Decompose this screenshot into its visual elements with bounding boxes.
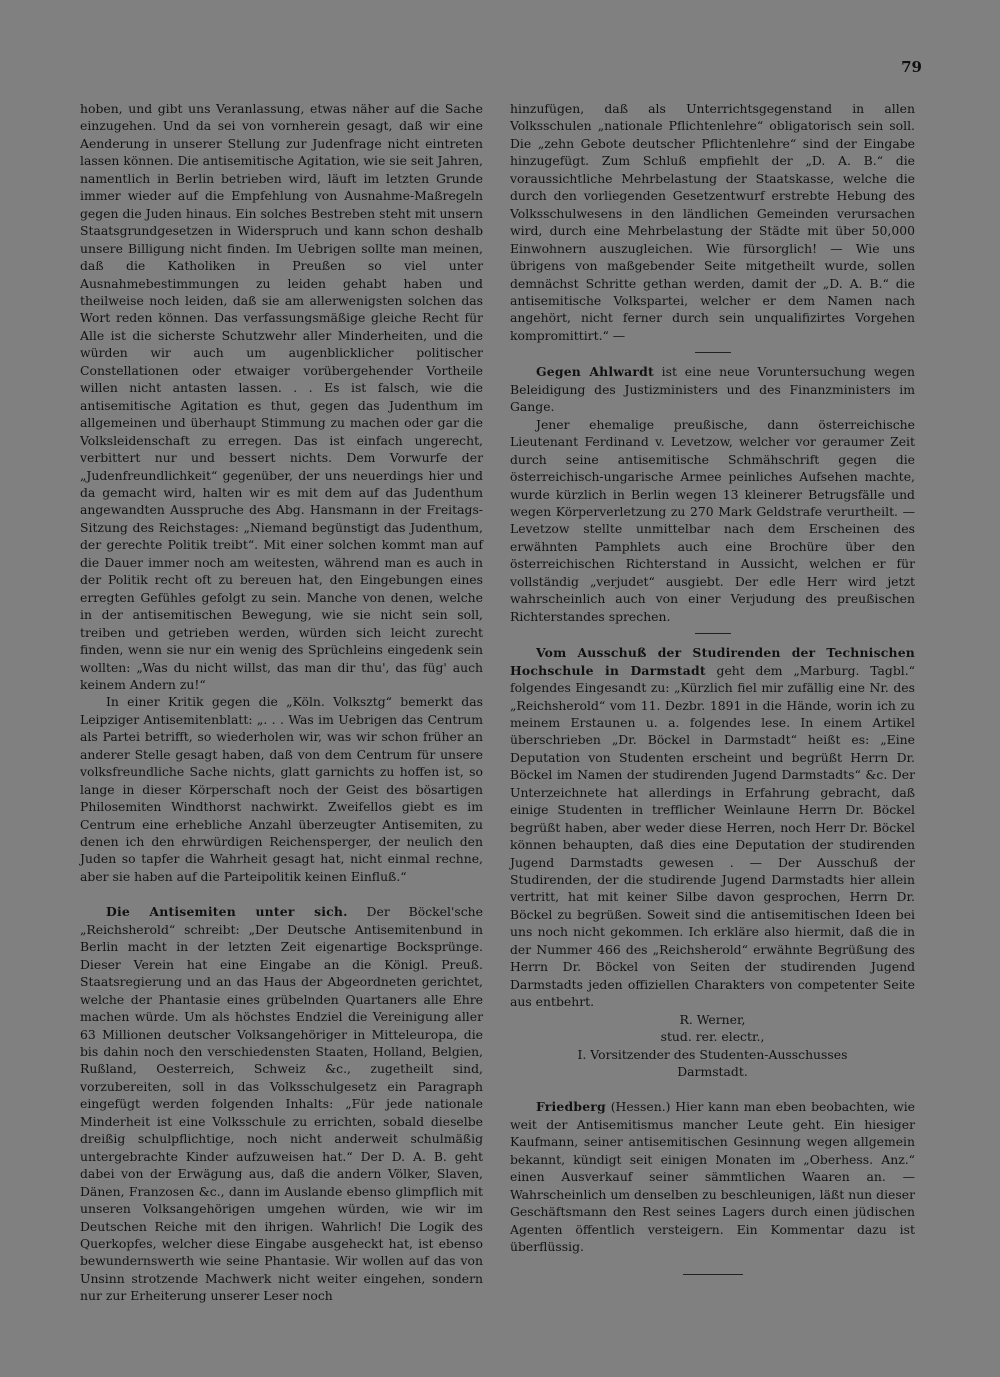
article-antisemiten-unter-sich	[80, 903, 483, 1304]
signature-block	[510, 1011, 915, 1081]
article-paragraph: Jener ehemalige preußische, dann österreichische Lieutenant Ferdinand v. Levetzow, welcher vor geraumer Zeit durch seine antisemitische Schmähschrift gegen die österreichisch-ungarische Armee peinliches Aufsehen machte, wurde kürzlich in Berlin wegen 13 kleinerer Betrugsfälle und wegen Körperverletzung zu 270 Mark Geldstrafe verurtheilt. — Levetzow stellte unmittelbar nach dem Erscheinen des erwähnten Pamphlets auch eine Brochüre über den österreichischen Richterstand in Aussicht, welchen er für vollständig „verjudet“ ausgiebt. Der edle Herr wird jetzt wahrscheinlich auch von einer Verjudung des preußischen Richterstandes sprechen.	[510, 416, 915, 624]
section-heading: Gegen Ahlwardt	[536, 364, 654, 380]
section-heading: Friedberg	[536, 1099, 606, 1115]
divider	[683, 1274, 743, 1275]
article-text: ist eine neue Voruntersuchung wegen Beleidigung des Justizministers und des Finanzministers im Gange.	[510, 364, 915, 415]
article-ahlwardt	[510, 363, 915, 415]
section-heading: Die Antisemiten unter sich.	[106, 904, 348, 920]
section-heading: Vom Ausschuß der Studirenden der Technischen Hochschule in Darmstadt	[510, 645, 915, 678]
signature-name: R. Werner,	[679, 1011, 746, 1027]
article-text: geht dem „Marburg. Tagbl.“ folgendes Eingesandt zu: „Kürzlich fiel mir zufällig eine Nr. des „Reichsherold“ vom 11. Dezbr. 1891 in die Hände, worin ich zu meinem Erstaunen u. a. folgendes lese. In einem Artikel überschrieben „Dr. Böckel in Darmstadt“ heißt es: „Eine Deputation von Studenten erscheint und begrüßt Herrn Dr. Böckel im Namen der studirenden Jugend Darmstadts“ &c. Der Unterzeichnete hat allerdings in Erfahrung gebracht, daß einige Studenten in trefflicher Weinlaune Herrn Dr. Böckel begrüßt haben, aber weder diese Herren, noch Herr Dr. Böckel können behaupten, daß dies eine Deputation der studirenden Jugend Darmstadts gewesen . — Der Ausschuß der Studirenden, der die studirende Jugend Darmstadts hier allein vertritt, hat mit keiner Silbe davon gesprochen, Herrn Dr. Böckel zu begrüßen. Soweit sind die antisemitischen Ideen bei uns noch nicht gekommen. Ich erkläre also hiermit, daß die in der Nummer 466 des „Reichsherold“ erwähnte Begrüßung des Herrn Dr. Böckel von Seiten der studirenden Jugend Darmstadts jeden offiziellen Charakters von competenter Seite aus entbehrt.	[510, 662, 915, 1010]
right-column	[510, 100, 915, 1275]
left-column	[80, 100, 483, 1305]
article-text: Der Böckel'sche „Reichsherold“ schreibt: „Der Deutsche Antisemitenbund in Berlin macht in der letzten Zeit eigenartige Bocksprünge. Dieser Verein hat eine Eingabe an die Königl. Preuß. Staatsregierung und an das Haus der Abgeordneten gerichtet, welche der Phantasie eines grübelnden Quartaners alle Ehre machen würde. Um als höchstes Endziel die Vereinigung aller 63 Millionen deutscher Volksangehöriger in Mitteleuropa, die bis dahin noch den verschiedensten Staaten, Holland, Belgien, Rußland, Oesterreich, Schweiz &c., zugetheilt sind, vorzubereiten, soll in das Volksschulgesetz ein Paragraph eingefügt werden folgenden Inhalts: „Für jede nationale Minderheit ist eine Volksschule zu errichten, sobald dieselbe dreißig schulpflichtige, noch nicht anderweit schulmäßig untergebrachte Kinder aufzuweisen hat.“ Der D. A. B. geht dabei von der Erwägung aus, daß die andern Völker, Slaven, Dänen, Franzosen &c., dann im Auslande ebenso glimpflich mit unseren Volksangehörigen umgehen würden, wie wir im Deutschen Reiche mit den ihrigen. Wahrlich! Die Logik des Querkopfes, welcher diese Eingabe ausgeheckt hat, ist ebenso bewundernswerth wie seine Phantasie. Wir wollen auf das von Unsinn strotzende Machwerk nicht weiter eingehen, sondern nur zur Erheiterung unserer Leser noch	[80, 904, 483, 1304]
page-number: 79	[901, 58, 922, 76]
signature-role: I. Vorsitzender des Studenten-Ausschusses	[577, 1046, 848, 1062]
signature-title: stud. rer. electr.,	[660, 1029, 765, 1045]
article-darmstadt	[510, 644, 915, 1011]
signature-place: Darmstadt.	[677, 1064, 748, 1080]
article-friedberg	[510, 1098, 915, 1255]
article-paragraph: hoben, und gibt uns Veranlassung, etwas näher auf die Sache einzugehen. Und da sei von vornherein gesagt, daß wir eine Aenderung in unserer Stellung zur Judenfrage nicht eintreten lassen können. Die antisemitische Agitation, wie sie seit Jahren, namentlich in Berlin betrieben wird, läuft im letzten Grunde immer wieder auf die Empfehlung von Ausnahme-Maßregeln gegen die Juden hinaus. Ein solches Bestreben steht mit unsern Staatsgrundgesetzen in Widerspruch und kann schon deshalb unsere Billigung nicht finden. Im Uebrigen sollte man meinen, daß die Katholiken in Preußen so viel unter Ausnahmebestimmungen zu leiden gehabt haben und theilweise noch leiden, daß sie am allerwenigsten solchen das Wort reden können. Das verfassungsmäßige gleiche Recht für Alle ist die sicherste Schutzwehr aller Minderheiten, und die würden wir auch um augenblicklicher politischer Constellationen oder etwaiger vorübergehender Vortheile willen nicht antasten lassen. . . Es ist falsch, wie die antisemitische Agitation es thut, gegen das Judenthum im allgemeinen und überhaupt Stimmung zu machen oder gar die Volksleidenschaft zu erregen. Das ist einfach ungerecht, verbittert nur und bessert nichts. Dem Vorwurfe der „Judenfreundlichkeit“ gegenüber, der uns neuerdings hier und da gemacht wird, halten wir es mit dem auf das Judenthum angewandten Ausspruche des Abg. Hansmann in der Freitags-Sitzung des Reichstages: „Niemand begünstigt das Judenthum, der gerechte Politik treibt“. Mit einer solchen kommt man auf die Dauer immer noch am weitesten, während man es auch in der Politik recht oft zu bereuen hat, den Eingebungen eines erregten Gefühles gefolgt zu sein. Manche von denen, welche in der antisemitischen Bewegung, wie sie nicht sein soll, treiben und getrieben werden, würden sich leicht zurecht finden, wenn sie nur ein wenig des Sprüchleins eingedenk sein wollten: „Was du nicht willst, das man dir thu', das füg' auch keinem Andern zu!“	[80, 101, 483, 692]
article-text: (Hessen.) Hier kann man eben beobachten, wie weit der Antisemitismus mancher Leute geht. Ein hiesiger Kaufmann, seiner antisemitischen Gesinnung wegen allgemein bekannt, kündigt seit einigen Monaten im „Oberhess. Anz.“ einen Ausverkauf seiner sämmtlichen Waaren an. — Wahrscheinlich um denselben zu beschleunigen, läßt nun dieser Geschäftsmann den Rest seines Lagers durch einen jüdischen Agenten öffentlich versteigern. Ein Kommentar dazu ist überflüssig.	[510, 1099, 915, 1255]
article-paragraph: In einer Kritik gegen die „Köln. Volksztg“ bemerkt das Leipziger Antisemitenblatt: „. . . Was im Uebrigen das Centrum als Partei betrifft, so wiederholen wir, was wir schon früher an anderer Stelle gesagt haben, daß von dem Centrum für unsere volksfreundliche Sache nichts, glatt garnichts zu hoffen ist, so lange in dieser Körperschaft noch der Geist des bösartigen Philosemiten Windthorst nachwirkt. Zweifellos giebt es im Centrum eine erhebliche Anzahl überzeugter Antisemiten, zu denen ich den ehrwürdigen Reichensperger, der neulich den Juden so tapfer die Wahrheit gesagt hat, nicht einmal rechne, aber sie haben auf die Parteipolitik keinen Einfluß.“	[80, 694, 483, 884]
article-paragraph: hinzufügen, daß als Unterrichtsgegenstand in allen Volksschulen „nationale Pflichtenlehre“ obligatorisch sein soll. Die „zehn Gebote deutscher Pflichtenlehre“ sind der Eingabe hinzugefügt. Zum Schluß empfiehlt der „D. A. B.“ die voraussichtliche Mehrbelastung der Staatskasse, welche die durch den vorliegenden Gesetzentwurf erstrebte Hebung des Volksschulwesens in den ländlichen Gemeinden verursachen wird, durch eine Mehrbelastung der Städte mit über 50,000 Einwohnern auszugleichen. Wie fürsorglich! — Wie uns übrigens von maßgebender Seite mitgetheilt wurde, sollen demnächst Schritte gethan werden, damit der „D. A. B.“ die antisemitische Volkspartei, welcher er dem Namen nach angehört, nicht ferner durch sein unqualifizirtes Vorgehen kompromittirt.“ —	[510, 101, 915, 343]
